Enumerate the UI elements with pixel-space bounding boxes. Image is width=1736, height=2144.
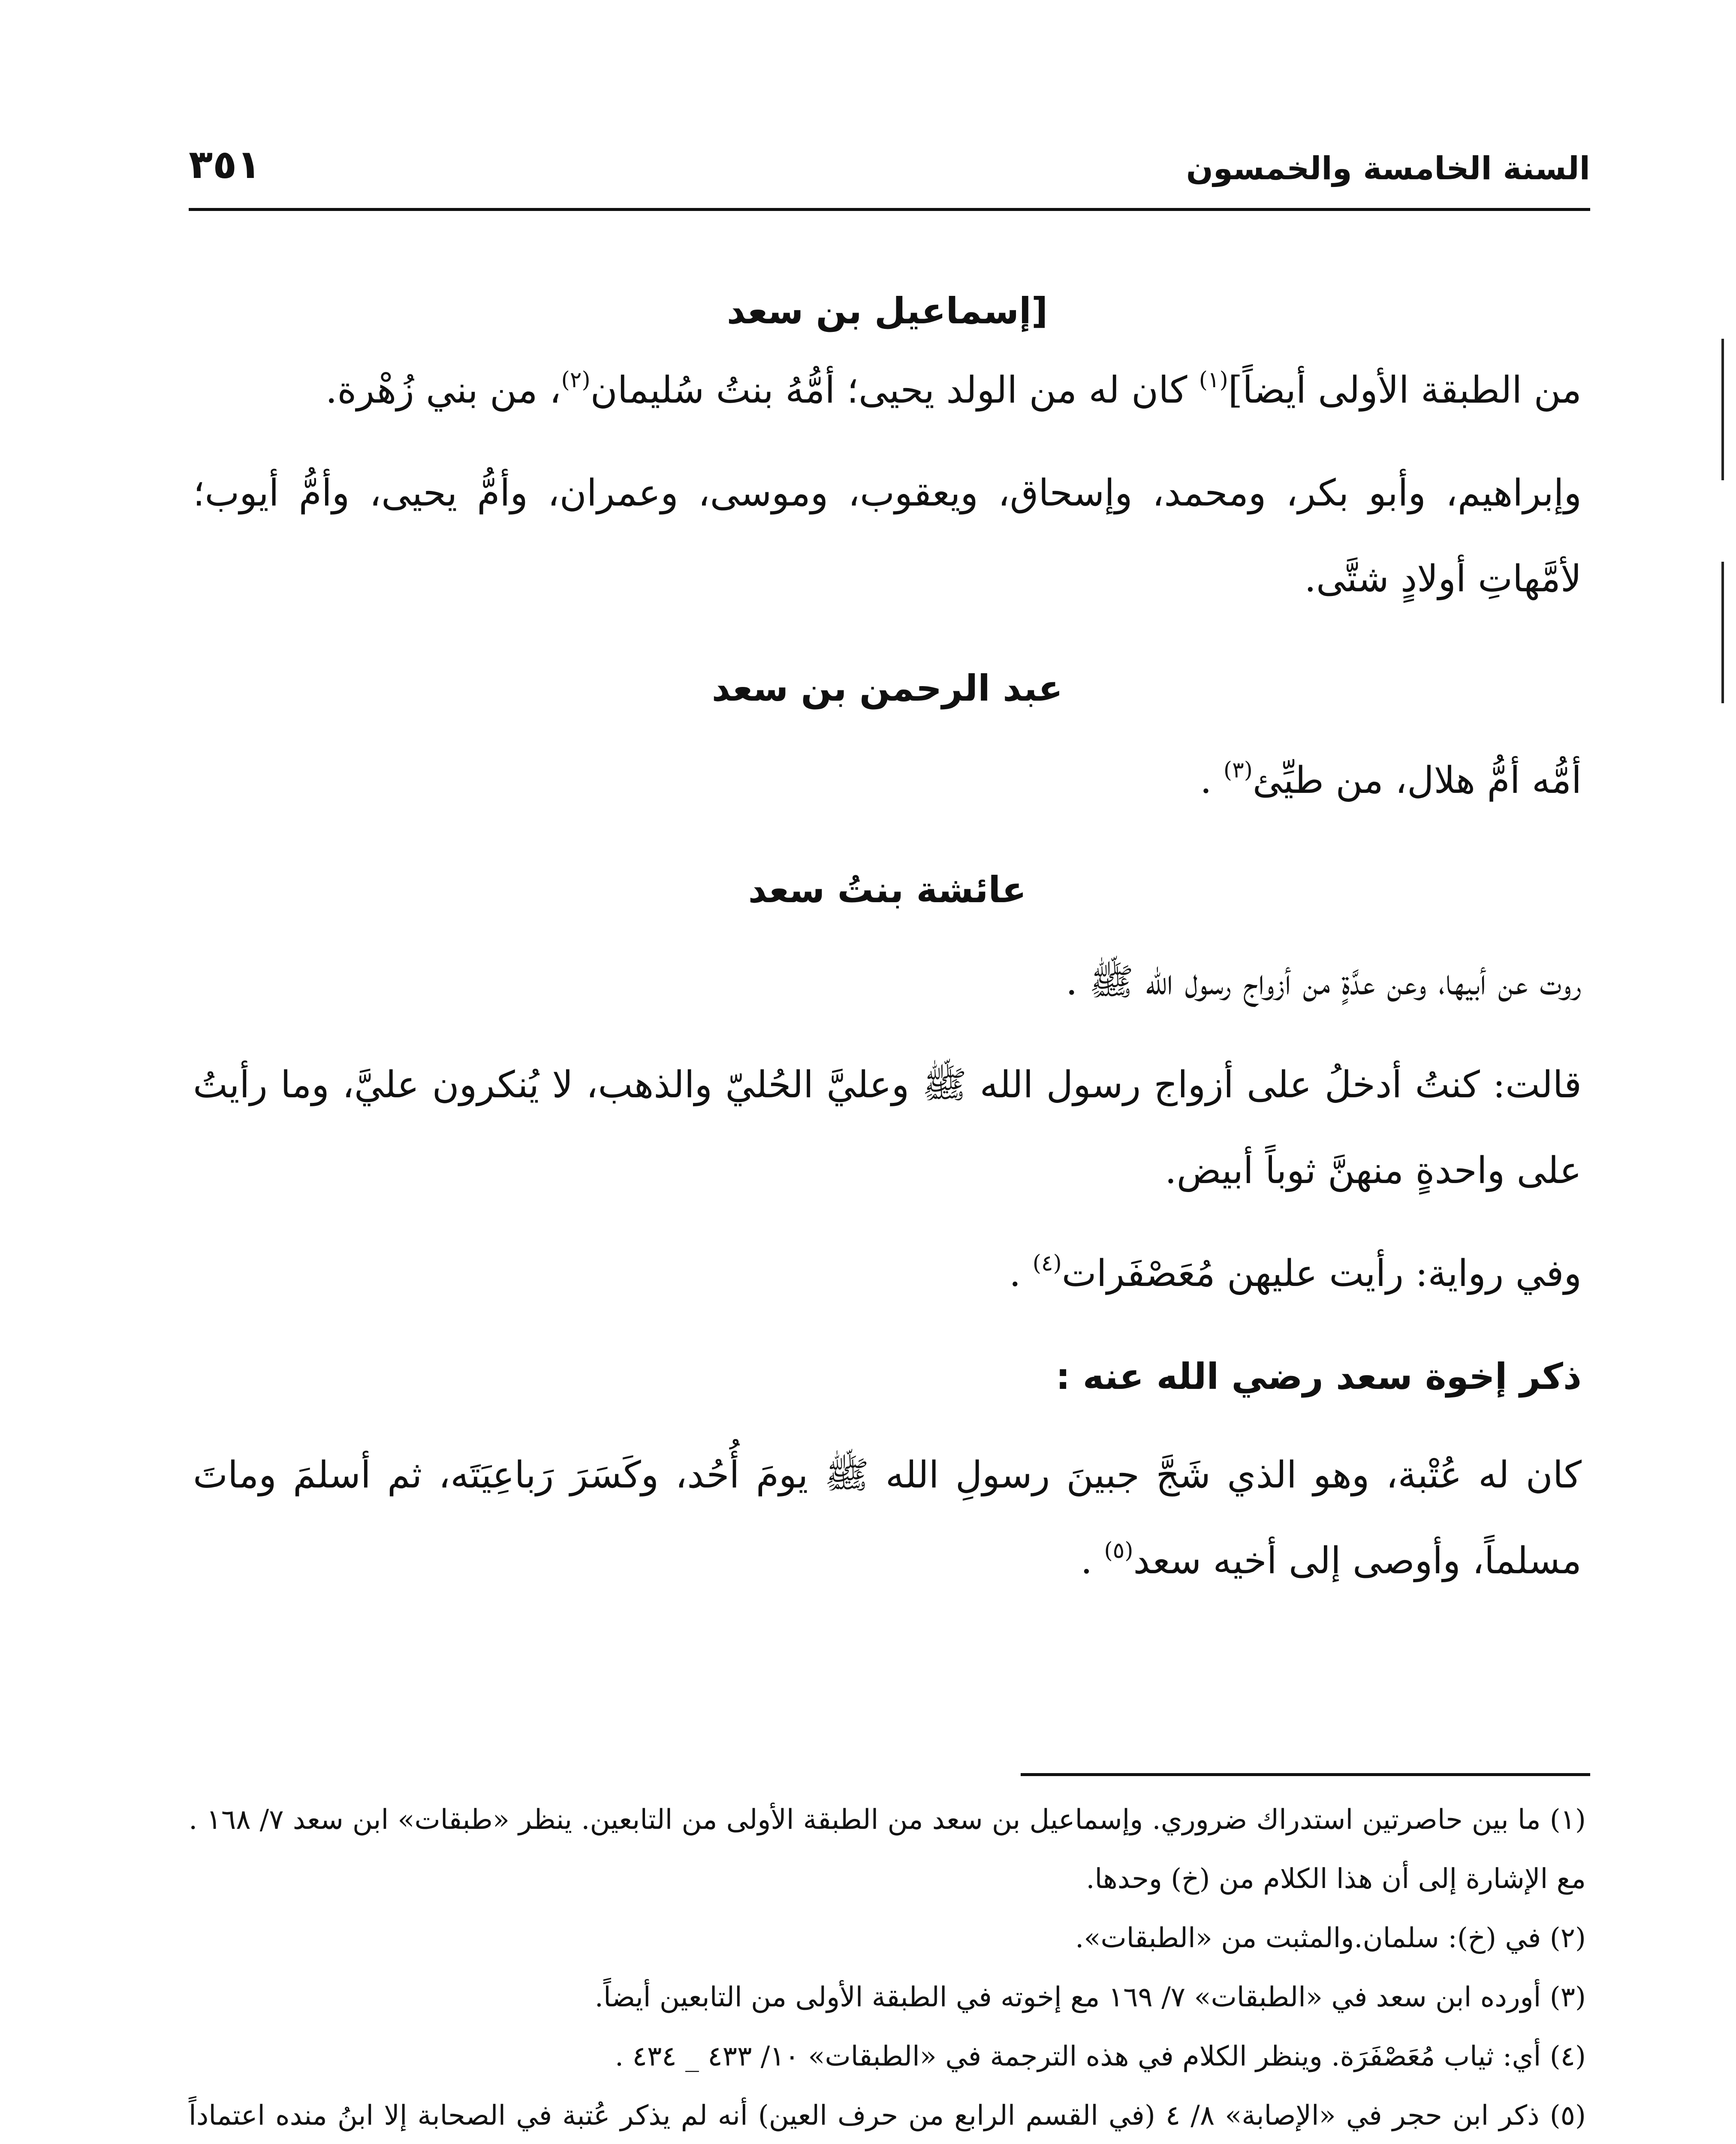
- heading-abdulrahman: عبد الرحمن بن سعد: [711, 667, 1063, 709]
- page-header: [189, 142, 1590, 206]
- heading-aisha: عائشة بنتُ سعد: [748, 869, 1027, 911]
- aisha-text-3: وفي رواية: رأيت عليهن مُعَصْفَرات: [1061, 1252, 1582, 1295]
- footnotes: [189, 1790, 1586, 2144]
- paragraph-aisha-1: روت عن أبيها، وعن عدَّةٍ من أزواج رسول الله ﷺ .: [1066, 961, 1582, 1003]
- footnote-5: (٥) ذكر ابن حجر في «الإصابة» ٨/ ٤ (في القسم الرابع من حرف العين) أنه لم يذكر عُتبة في الصحابة إلا ابنُ منده اعتماداً: [189, 2100, 1586, 2132]
- scan-margin-mark: [1721, 562, 1724, 703]
- footnote-ref-4[interactable]: (٤): [1032, 1250, 1062, 1276]
- header-rule: [189, 208, 1590, 211]
- footnote-1: (١) ما بين حاصرتين استدراك ضروري. وإسماعيل بن سعد من الطبقة الأولى من التابعين. ينظر «طبقات» ابن سعد ٧/ ١٦٨ . مع الإشارة إلى أن هذا الكلام من (خ) وحدها.: [189, 1804, 1586, 1895]
- paragraph-brothers-1: [193, 1432, 1582, 1604]
- ismail-text-b: كان له من الولد يحيى؛ أمُّهُ بنتُ سُليمان: [590, 369, 1199, 412]
- paragraph-ismail-1: [193, 347, 1582, 433]
- paragraph-abdulrahman-1: [193, 738, 1582, 823]
- paragraph-ismail-2: وإبراهيم، وأبو بكر، ومحمد، وإسحاق، ويعقوب، وموسى، وعمران، وأمُّ يحيى، وأمُّ أيوب؛ لأمَّهاتِ أولادٍ شتَّى.: [193, 472, 1582, 600]
- heading-ismail: [إسماعيل بن سعد: [726, 290, 1048, 332]
- footnote-4: (٤) أي: ثياب مُعَصْفَرَة. وينظر الكلام في هذه الترجمة في «الطبقات» ١٠/ ٤٣٣ _ ٤٣٤ .: [615, 2041, 1586, 2072]
- footnote-ref-2[interactable]: (٢): [561, 367, 591, 393]
- scan-margin-mark: [1721, 339, 1724, 480]
- footnote-rule: [1021, 1773, 1590, 1776]
- ismail-text-a: من الطبقة الأولى أيضاً]: [1228, 369, 1582, 412]
- footnote-2: (٢) في (خ): سلمان.والمثبت من «الطبقات».: [1075, 1922, 1586, 1954]
- brothers-text: كان له عُتْبة، وهو الذي شَجَّ جبينَ رسولِ الله ﷺ يومَ أُحُد، وكَسَرَ رَباعِيَتَه، ثم أسلمَ وماتَ مسلماً، وأوصى إلى أخيه سعد: [193, 1454, 1582, 1582]
- paragraph-aisha-3: [193, 1231, 1582, 1316]
- heading-brothers: ذكر إخوة سعد رضي الله عنه :: [1055, 1355, 1582, 1397]
- footnote-ref-5[interactable]: (٥): [1104, 1537, 1133, 1563]
- abdulrahman-text-end: .: [1200, 759, 1224, 802]
- brothers-text-end: .: [1080, 1539, 1104, 1582]
- aisha-text-3-end: .: [1009, 1252, 1033, 1295]
- abdulrahman-text: أمُّه أمُّ هلال، من طيِّئ: [1252, 759, 1582, 802]
- footnote-ref-1[interactable]: (١): [1199, 367, 1228, 393]
- ismail-text-c: ، من بني زُهْرة.: [326, 369, 561, 412]
- main-text: [193, 274, 1582, 1621]
- page-number: ٣٥١: [189, 142, 261, 187]
- paragraph-aisha-2: قالت: كنتُ أدخلُ على أزواج رسول الله ﷺ وعليَّ الحُليّ والذهب، لا يُنكرون عليَّ، وما رأيتُ على واحدةٍ منهنَّ ثوباً أبيض.: [193, 1063, 1582, 1192]
- footnote-ref-3[interactable]: (٣): [1223, 757, 1253, 783]
- footnote-3: (٣) أورده ابن سعد في «الطبقات» ٧/ ١٦٩ مع إخوته في الطبقة الأولى من التابعين أيضاً.: [594, 1981, 1586, 2013]
- running-title: السنة الخامسة والخمسون: [1186, 150, 1590, 187]
